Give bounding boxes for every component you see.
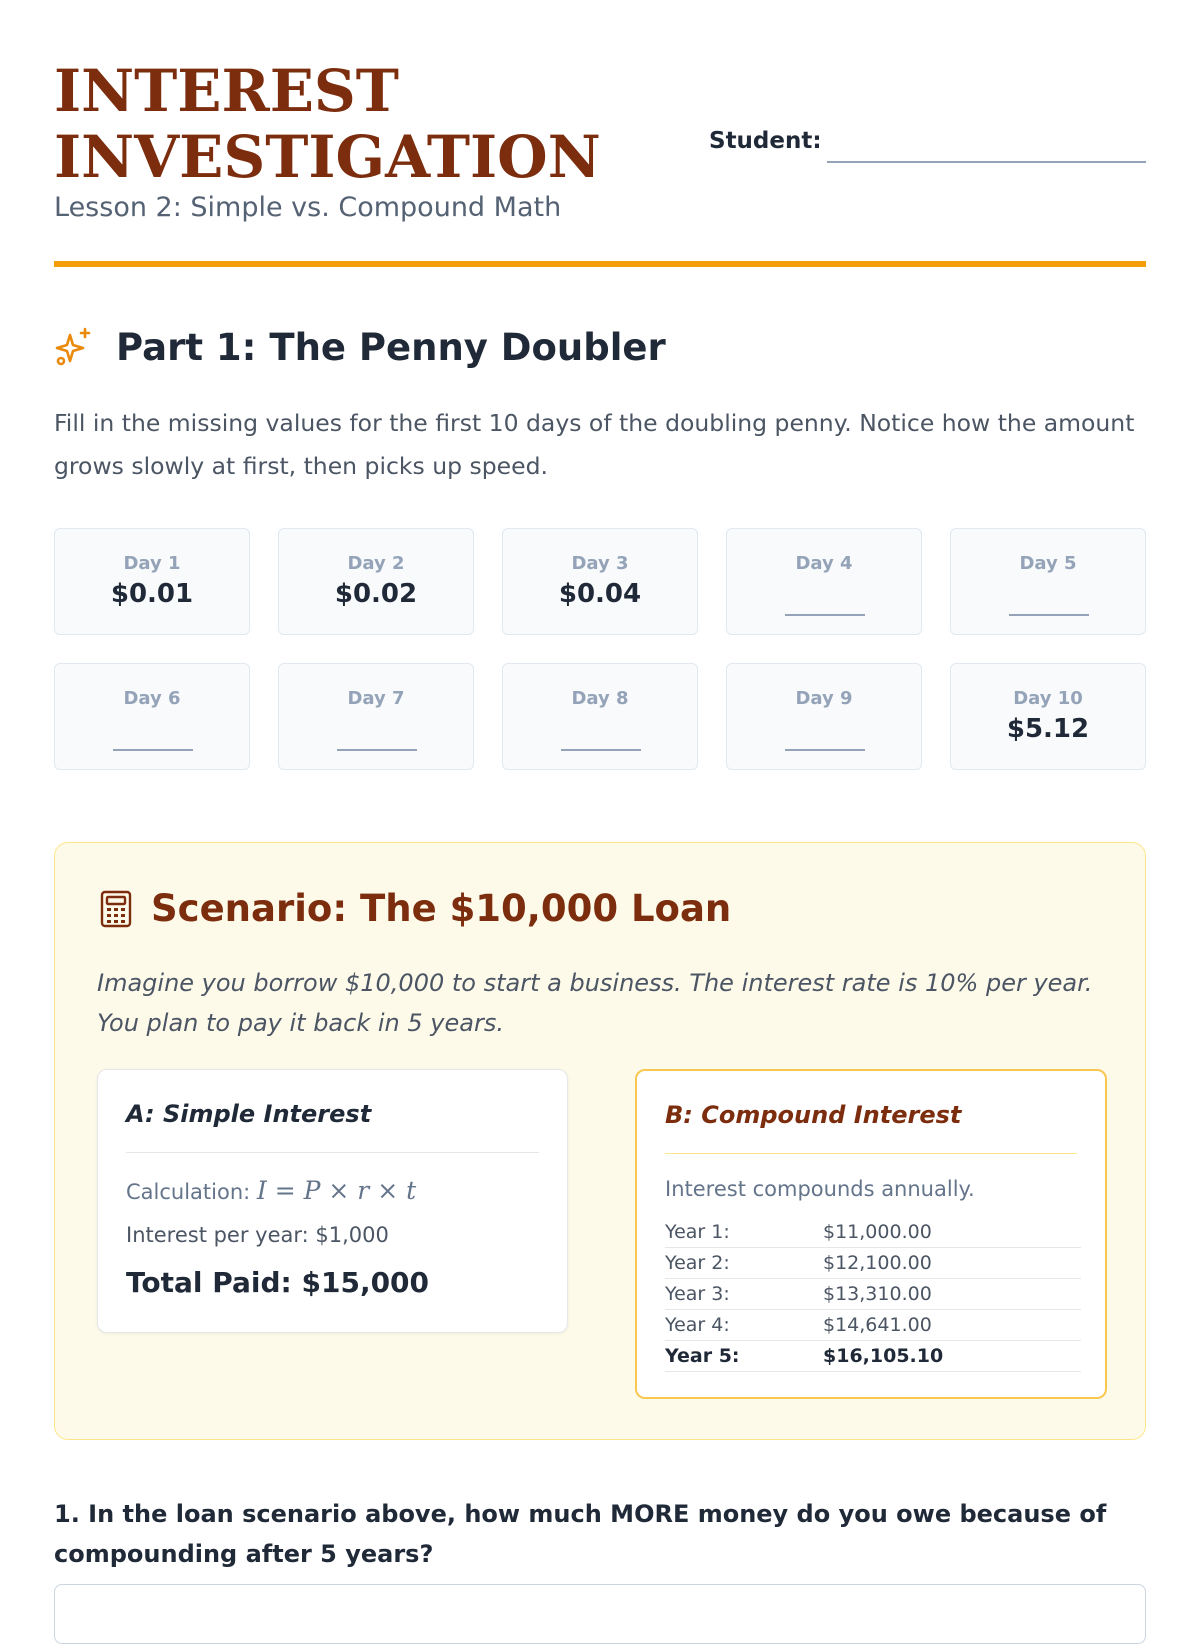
table-row (665, 1279, 1081, 1310)
day-card (502, 663, 698, 770)
part1-instructions: Fill in the missing values for the first 10 days of the doubling penny. Notice how the amount grows slowly at first, then picks up speed. (54, 409, 1135, 480)
day-value: $0.02 (334, 579, 418, 609)
year-value: $14,641.00 (823, 1310, 1081, 1341)
simple-interest-formula: I = P × r × t (256, 1176, 417, 1205)
day-label: Day 2 (347, 553, 405, 574)
year-value: $12,100.00 (823, 1248, 1081, 1279)
day-card (726, 663, 922, 770)
compound-interest-title: B: Compound Interest (665, 1101, 962, 1129)
day-value: $0.04 (558, 579, 642, 609)
sparkles-icon (54, 327, 94, 367)
day-answer-blank[interactable] (113, 749, 193, 751)
title-line-1: INTEREST (54, 57, 399, 125)
day-label: Day 10 (1013, 688, 1083, 709)
card-divider (126, 1152, 539, 1153)
part1-heading (54, 322, 666, 372)
calculation-line (126, 1176, 416, 1205)
year-value: $13,310.00 (823, 1279, 1081, 1310)
simple-total-paid: Total Paid: $15,000 (126, 1266, 430, 1299)
day-answer-blank[interactable] (561, 749, 641, 751)
table-row-final (665, 1341, 1081, 1372)
day-value: $5.12 (1006, 714, 1090, 744)
table-row (665, 1217, 1081, 1248)
day-answer-blank[interactable] (337, 749, 417, 751)
simple-interest-card (97, 1069, 568, 1333)
penny-days-grid (54, 528, 1146, 770)
day-card (726, 528, 922, 635)
day-label: Day 1 (123, 553, 181, 574)
loan-scenario-box (54, 842, 1146, 1440)
day-card (54, 663, 250, 770)
question-1: 1. In the loan scenario above, how much MORE money do you owe because of compounding after 5 years? (54, 1500, 1107, 1568)
day-card (278, 528, 474, 635)
calculator-icon (99, 890, 133, 928)
day-label: Day 9 (795, 688, 853, 709)
day-answer-blank[interactable] (785, 614, 865, 616)
day-card (950, 663, 1146, 770)
year-value: $11,000.00 (823, 1217, 1081, 1248)
student-name-field[interactable] (827, 161, 1146, 163)
card-divider (665, 1153, 1077, 1154)
title-line-2: INVESTIGATION (54, 123, 601, 191)
scenario-title: Scenario: The $10,000 Loan (151, 887, 732, 930)
lesson-subtitle: Lesson 2: Simple vs. Compound Math (54, 192, 562, 223)
day-value: $0.01 (110, 579, 194, 609)
calculation-label: Calculation: (126, 1180, 251, 1204)
header-divider (54, 261, 1146, 267)
day-label: Day 8 (571, 688, 629, 709)
compounding-note: Interest compounds annually. (665, 1177, 975, 1201)
year-label: Year 3: (665, 1279, 823, 1310)
year-label: Year 5: (665, 1341, 823, 1372)
year-label: Year 4: (665, 1310, 823, 1341)
year-label: Year 2: (665, 1248, 823, 1279)
day-label: Day 6 (123, 688, 181, 709)
year-value: $16,105.10 (823, 1341, 1081, 1372)
scenario-description: Imagine you borrow $10,000 to start a business. The interest rate is 10% per year. You plan to pay it back in 5 years. (97, 969, 1093, 1037)
part1-title: Part 1: The Penny Doubler (116, 325, 666, 369)
day-label: Day 5 (1019, 553, 1077, 574)
day-card (502, 528, 698, 635)
day-answer-blank[interactable] (785, 749, 865, 751)
interest-per-year: Interest per year: $1,000 (126, 1223, 389, 1247)
compound-interest-card (635, 1069, 1107, 1399)
day-answer-blank[interactable] (1009, 614, 1089, 616)
day-label: Day 7 (347, 688, 405, 709)
year-label: Year 1: (665, 1217, 823, 1248)
day-card (278, 663, 474, 770)
day-label: Day 3 (571, 553, 629, 574)
student-label: Student: (709, 128, 822, 154)
scenario-heading (99, 887, 731, 930)
day-label: Day 4 (795, 553, 853, 574)
compound-years-table (665, 1217, 1081, 1372)
table-row (665, 1248, 1081, 1279)
table-row (665, 1310, 1081, 1341)
question-1-answer-field[interactable] (54, 1584, 1146, 1644)
day-card (54, 528, 250, 635)
page-title (54, 58, 614, 190)
day-card (950, 528, 1146, 635)
simple-interest-title: A: Simple Interest (126, 1100, 372, 1128)
